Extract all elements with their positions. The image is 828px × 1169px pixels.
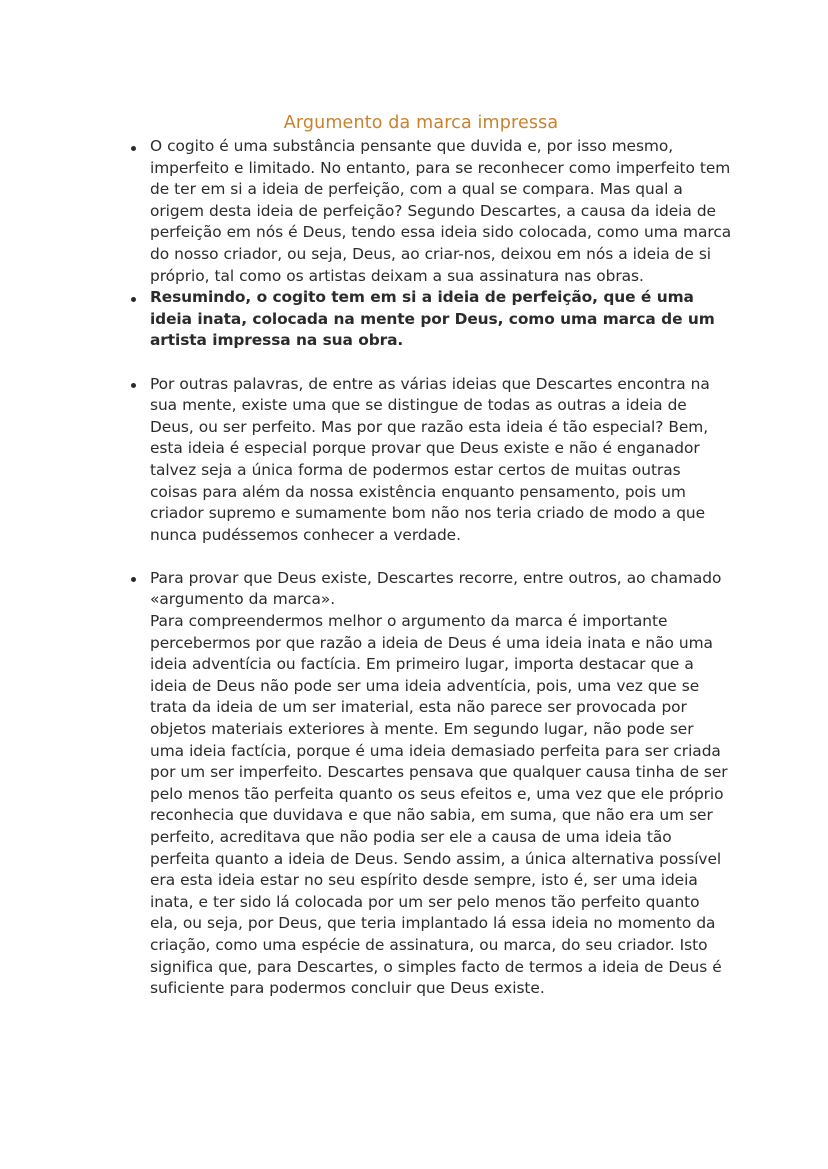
page-title: Argumento da marca impressa — [283, 113, 559, 133]
document-body — [0, 112, 828, 1000]
list-item — [0, 136, 828, 287]
list-item-paragraph: Por outras palavras, de entre as várias ideias que Descartes encontra na sua mente, existe uma que se distingue de todas as outras a ideia de Deus, ou ser perfeito. Mas por que razão esta ideia é tão especial? Bem, esta ideia é especial porque provar que Deus existe e não é enganador talvez seja a única forma de podermos estar certos de muitas outras coisas para além da nossa existência enquanto pensamento, pois um criador supremo e sumamente bom não nos teria criado de modo a que nunca pudéssemos conhecer a verdade. — [150, 374, 710, 544]
list-item-paragraph: Resumindo, o cogito tem em si a ideia de perfeição, que é uma ideia inata, colocada na mente por Deus, como uma marca de um artista impressa na sua obra. — [150, 288, 715, 350]
list-item-paragraph: Para provar que Deus existe, Descartes recorre, entre outros, ao chamado «argumento da marca». — [150, 568, 722, 609]
list-item — [0, 374, 828, 547]
list-item-paragraph: Para compreendermos melhor o argumento da marca é importante percebermos por que razão a ideia de Deus é uma ideia inata e não uma ideia adventícia ou factícia. Em primeiro lugar, importa destacar que a ideia de Deus não pode ser uma ideia adventícia, pois, uma vez que se trata da ideia de um ser imaterial, esta não parece ser provocada por objetos materiais exteriores à mente. Em segundo lugar, não pode ser uma ideia factícia, porque é uma ideia demasiado perfeita para ser criada por um ser imperfeito. Descartes pensava que qualquer causa tinha de ser pelo menos tão perfeita quanto os seus efeitos e, uma vez que ele próprio reconhecia que duvidava e que não sabia, em suma, que não era um ser perfeito, acreditava que não podia ser ele a causa de uma ideia tão perfeita quanto a ideia de Deus. Sendo assim, a única alternativa possível era esta ideia estar no seu espírito desde sempre, isto é, ser uma ideia inata, e ter sido lá colocada por um ser pelo menos tão perfeito quanto ela, ou seja, por Deus, que teria implantado lá essa ideia no momento da criação, como uma espécie de assinatura, ou marca, do seu criador. Isto significa que, para Descartes, o simples facto de termos a ideia de Deus é suficiente para podermos concluir que Deus existe. — [150, 612, 728, 998]
list-item-paragraph: O cogito é uma substância pensante que duvida e, por isso mesmo, imperfeito e limitado. No entanto, para se reconhecer como imperfeito tem de ter em si a ideia de perfeição, com a qual se compara. Mas qual a origem desta ideia de perfeição? Segundo Descartes, a causa da ideia de perfeição em nós é Deus, tendo essa ideia sido colocada, como uma marca do nosso criador, ou seja, Deus, ao criar-nos, deixou em nós a ideia de si próprio, tal como os artistas deixam a sua assinatura nas obras. — [150, 137, 732, 285]
list-item — [0, 568, 828, 1000]
bullet-list — [0, 136, 828, 1000]
list-item — [0, 287, 828, 352]
